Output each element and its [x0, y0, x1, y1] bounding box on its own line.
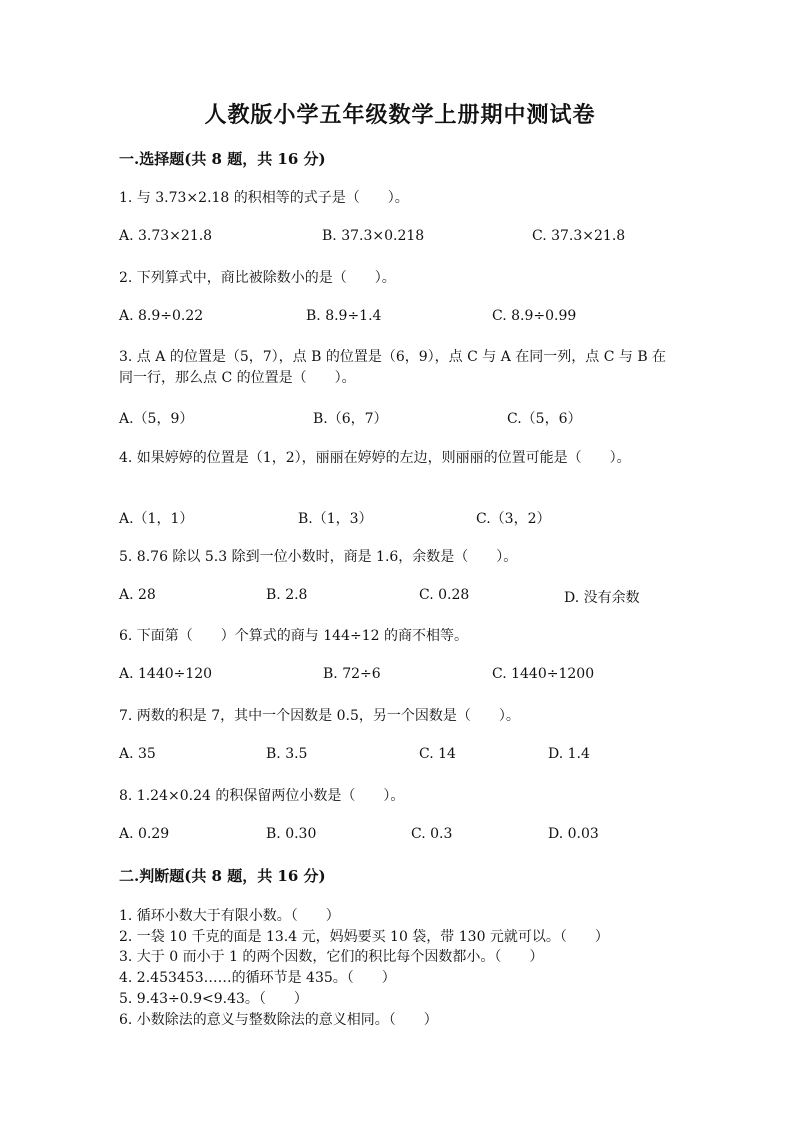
option-a: A. 3.73×21.8 — [119, 228, 213, 244]
option-d: D. 没有余数 — [564, 590, 640, 606]
option-a: A. 0.29 — [119, 826, 170, 842]
question-text: 3. 点 A 的位置是（5，7），点 B 的位置是（6，9），点 C 与 A 在同一列，点 C 与 B 在同一行，那么点 C 的位置是（ ）。 — [119, 349, 667, 386]
option-b: B. 3.5 — [266, 746, 308, 762]
true-false-item: 3. 大于 0 而小于 1 的两个因数，它们的积比每个因数都小。（ ） — [119, 949, 544, 965]
option-d: D. 1.4 — [548, 746, 590, 762]
question-text: 6. 下面第（ ）个算式的商与 144÷12 的商不相等。 — [119, 628, 468, 644]
option-c: C. 1440÷1200 — [492, 666, 595, 682]
option-c: C. 0.3 — [411, 826, 453, 842]
question-text: 1. 与 3.73×2.18 的积相等的式子是（ ）。 — [119, 190, 409, 206]
true-false-item: 6. 小数除法的意义与整数除法的意义相同。（ ） — [119, 1012, 438, 1028]
question-text: 8. 1.24×0.24 的积保留两位小数是（ ）。 — [119, 788, 405, 804]
option-a: A. 8.9÷0.22 — [119, 308, 204, 324]
option-b: B.（1，3） — [298, 511, 373, 527]
option-a: A.（1，1） — [119, 511, 194, 527]
option-b: B. 0.30 — [266, 826, 317, 842]
option-a: A. 35 — [119, 746, 156, 762]
option-d: D. 0.03 — [548, 826, 599, 842]
true-false-item: 1. 循环小数大于有限小数。（ ） — [119, 908, 340, 924]
option-c: C. 8.9÷0.99 — [492, 308, 577, 324]
option-c: C.（3，2） — [476, 511, 551, 527]
option-b: B. 2.8 — [266, 587, 308, 603]
option-c: C. 0.28 — [419, 587, 470, 603]
section-heading-true-false: 二.判断题(共 8 题，共 16 分) — [119, 867, 326, 885]
question-text: 7. 两数的积是 7，其中一个因数是 0.5，另一个因数是（ ）。 — [119, 708, 520, 724]
option-a: A.（5，9） — [119, 411, 194, 427]
page-title: 人教版小学五年级数学上册期中测试卷 — [204, 102, 596, 128]
option-c: C.（5，6） — [507, 411, 582, 427]
section-heading-choice: 一.选择题(共 8 题，共 16 分) — [119, 150, 326, 168]
true-false-item: 2. 一袋 10 千克的面是 13.4 元，妈妈要买 10 袋，带 130 元就可以。（ ） — [119, 929, 609, 945]
option-b: B. 72÷6 — [323, 666, 381, 682]
option-a: A. 28 — [119, 587, 156, 603]
option-a: A. 1440÷120 — [119, 666, 213, 682]
option-c: C. 37.3×21.8 — [532, 228, 626, 244]
option-b: B. 8.9÷1.4 — [306, 308, 382, 324]
question-text: 2. 下列算式中，商比被除数小的是（ ）。 — [119, 270, 396, 286]
question-text: 4. 如果婷婷的位置是（1，2），丽丽在婷婷的左边，则丽丽的位置可能是（ ）。 — [119, 450, 631, 466]
true-false-item: 5. 9.43÷0.9<9.43。（ ） — [119, 991, 308, 1007]
question-text: 5. 8.76 除以 5.3 除到一位小数时，商是 1.6，余数是（ ）。 — [119, 549, 518, 565]
option-c: C. 14 — [419, 746, 456, 762]
option-b: B.（6，7） — [313, 411, 388, 427]
option-b: B. 37.3×0.218 — [322, 228, 425, 244]
true-false-item: 4. 2.453453……的循环节是 435。（ ） — [119, 970, 396, 986]
